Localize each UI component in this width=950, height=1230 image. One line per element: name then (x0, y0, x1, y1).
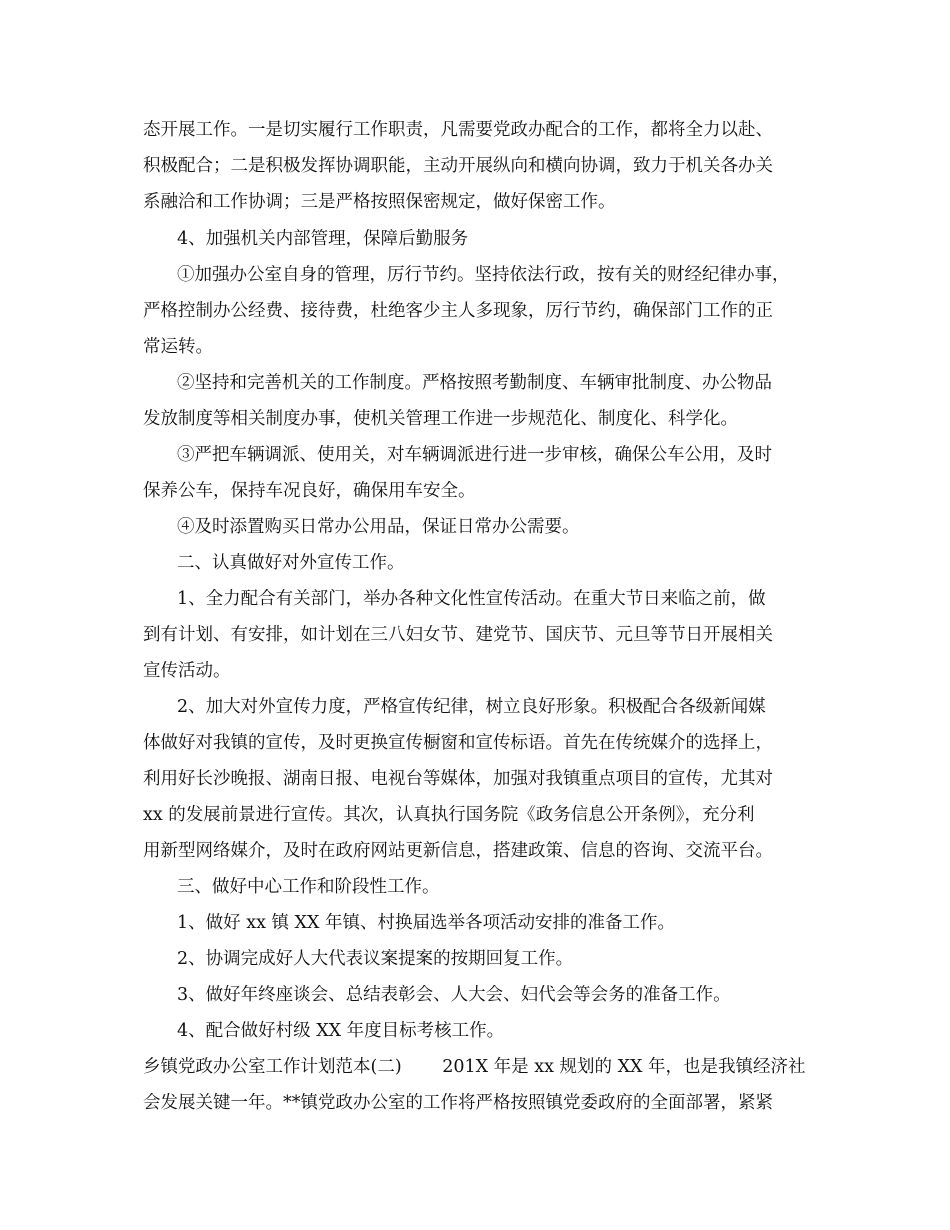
paragraph-line: 1、做好 xx 镇 XX 年镇、村换届选举各项活动安排的准备工作。 (177, 913, 676, 933)
paragraph-line: ②坚持和完善机关的工作制度。严格按照考勤制度、车辆审批制度、办公物品 (177, 373, 772, 393)
paragraph-line: 积极配合；二是积极发挥协调职能，主动开展纵向和横向协调，致力于机关各办关 (143, 156, 773, 176)
paragraph-line: 乡镇党政办公室工作计划范本(二) 201X 年是 xx 规划的 XX 年，也是我镇经济社 (143, 1057, 806, 1077)
paragraph-line: 系融洽和工作协调；三是严格按照保密规定，做好保密工作。 (143, 192, 616, 212)
section-heading: 二、认真做好对外宣传工作。 (177, 553, 405, 573)
paragraph-line: 到有计划、有安排，如计划在三八妇女节、建党节、国庆节、元旦等节日开展相关 (143, 625, 773, 645)
paragraph-line: 发放制度等相关制度办事，使机关管理工作进一步规范化、制度化、科学化。 (143, 409, 738, 429)
paragraph-line: 严格控制办公经费、接待费，杜绝客少主人多现象，厉行节约，确保部门工作的正 (143, 301, 773, 321)
paragraph-line: ③严把车辆调派、使用关，对车辆调派进行进一步审核，确保公车公用，及时 (177, 445, 772, 465)
paragraph-line: 宣传活动。 (143, 661, 231, 681)
paragraph-line: ①加强办公室自身的管理，厉行节约。坚持依法行政，按有关的财经纪律办事， (177, 265, 790, 285)
paragraph-line: 常运转。 (143, 337, 213, 357)
paragraph-line: 3、做好年终座谈会、总结表彰会、人大会、妇代会等会务的准备工作。 (177, 985, 731, 1005)
paragraph-line: 态开展工作。一是切实履行工作职责，凡需要党政办配合的工作，都将全力以赴、 (143, 120, 773, 140)
section-heading: 三、做好中心工作和阶段性工作。 (177, 877, 440, 897)
paragraph-line: 4、配合做好村级 XX 年度目标考核工作。 (177, 1021, 505, 1041)
paragraph-line: ④及时添置购买日常办公用品，保证日常办公需要。 (177, 517, 580, 537)
paragraph-line: 用新型网络媒介，及时在政府网站更新信息，搭建政策、信息的咨询、交流平台。 (143, 841, 773, 861)
paragraph-line: 2、加大对外宣传力度，严格宣传纪律，树立良好形象。积极配合各级新闻媒 (177, 697, 766, 717)
paragraph-line: xx 的发展前景进行宣传。其次，认真执行国务院《政务信息公开条例》，充分利 (143, 805, 755, 825)
section-heading: 4、加强机关内部管理，保障后勤服务 (177, 229, 469, 249)
paragraph-line: 2、协调完成好人大代表议案提案的按期回复工作。 (177, 949, 574, 969)
paragraph-line: 保养公车，保持车况良好，确保用车安全。 (143, 481, 476, 501)
paragraph-line: 1、全力配合有关部门，举办各种文化性宣传活动。在重大节日来临之前，做 (177, 589, 766, 609)
paragraph-line: 利用好长沙晚报、湖南日报、电视台等媒体，加强对我镇重点项目的宣传，尤其对 (143, 769, 773, 789)
paragraph-line: 体做好对我镇的宣传，及时更换宣传橱窗和宣传标语。首先在传统媒介的选择上， (143, 733, 773, 753)
paragraph-line: 会发展关键一年。**镇党政办公室的工作将严格按照镇党委政府的全面部署，紧紧 (143, 1093, 773, 1113)
